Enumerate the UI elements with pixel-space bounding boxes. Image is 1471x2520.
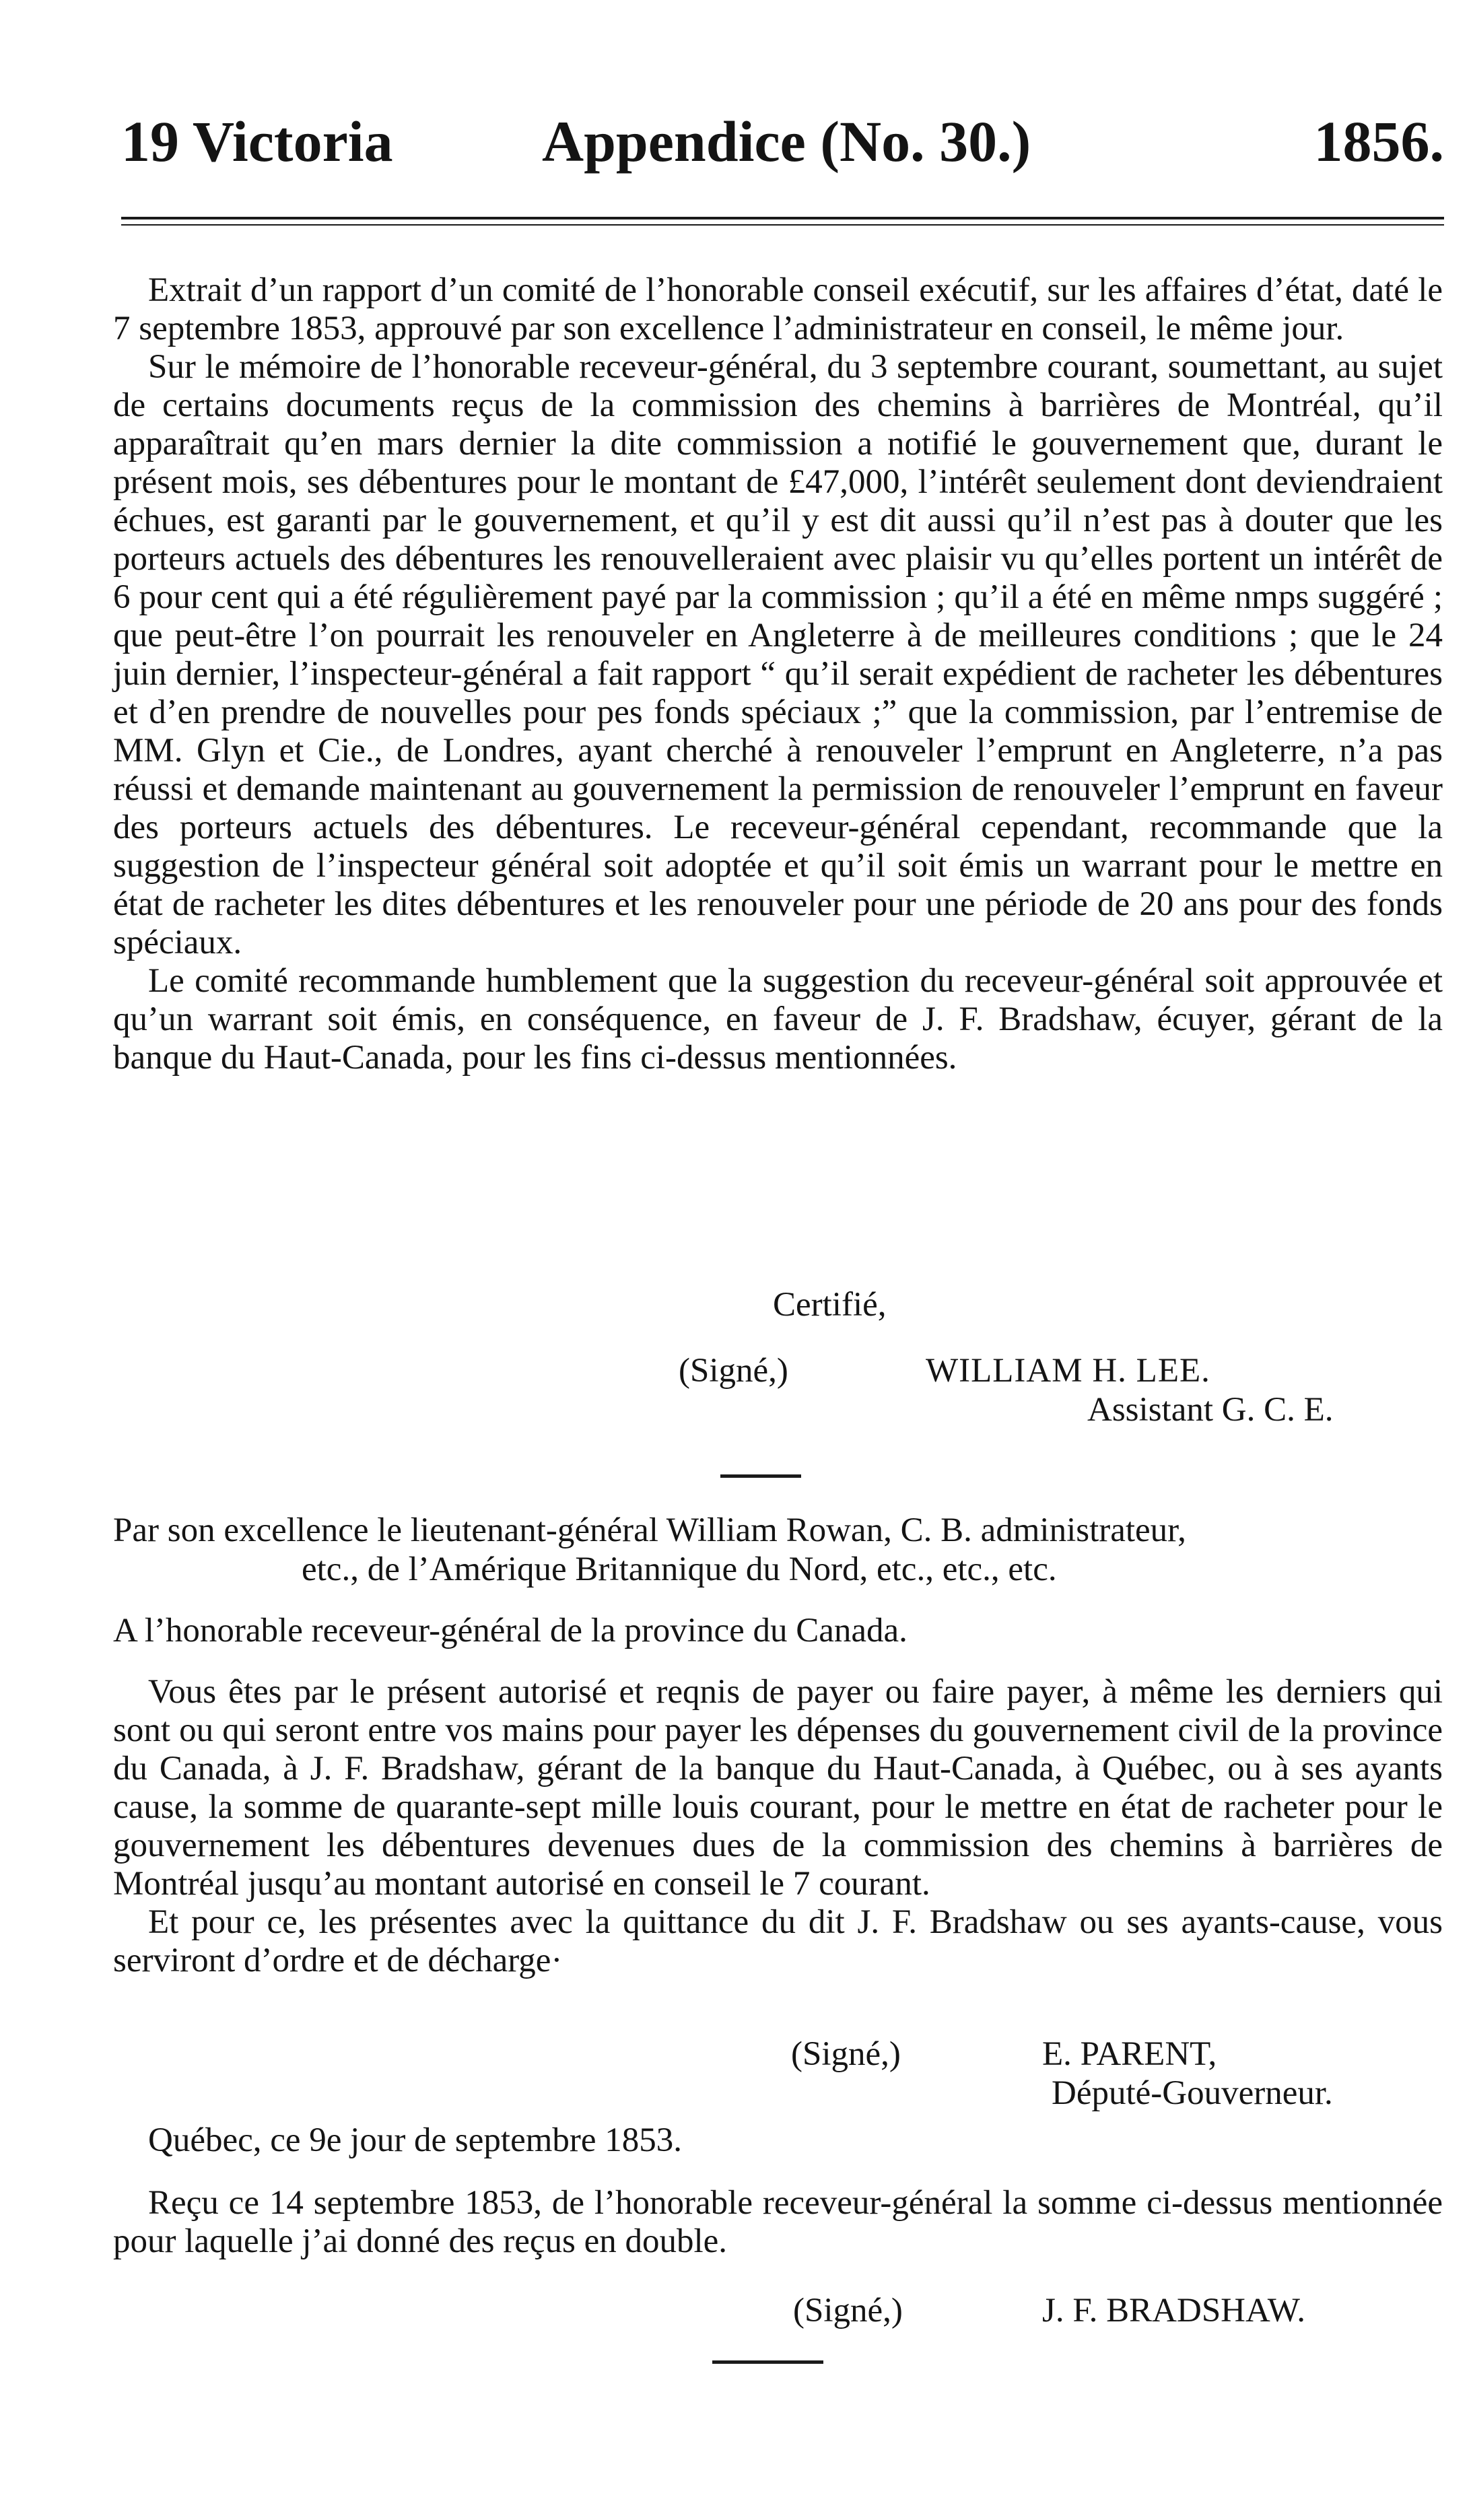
warrant-by-line-1: Par son excellence le lieutenant-général William Rowan, C. B. administrateur, bbox=[113, 1511, 1186, 1549]
report-memoire-paragraph: Sur le mémoire de l’honorable receveur-général, du 3 septembre courant, soumettant, au sujet de certains documents reçus de la commission des chemins à barrières de Montréal, qu’il apparaîtrait qu’en mars dernier la dite commission a notifié le gouvernement que, durant le présent mois, ses débentures pour le montant de £47,000, l’intérêt seulement dont deviendraient échues, est garanti par le gouvernement, et qu’il y est dit aussi qu’il n’est pas à douter que les porteurs actuels des débentures les renouvelleraient avec plaisir vu qu’elles portent un intérêt de 6 pour cent qui a été régulièrement payé par la commission ; qu’il a été en même nmps suggéré ; que peut-être l’on pourrait les renouveler en Angleterre à de meilleures conditions ; que le 24 juin dernier, l’inspecteur-général a fait rapport “ qu’il serait expédient de racheter les débentures et d’en prendre de nouvelles pour pes fonds spéciaux ;” que la commission, par l’entremise de MM. Glyn et Cie., de Londres, ayant cherché à renouveler l’emprunt en Angleterre, n’a pas réussi et demande maintenant au gouvernement la permission de renouveler l’emprunt en faveur des porteurs actuels des débentures. Le receveur-général cependant, recommande que la suggestion de l’inspecteur général soit adoptée et qu’il soit émis un warrant pour le mettre en état de racheter les dites débentures et les renouveler pour une période de 20 ans pour des fonds spéciaux. bbox=[113, 348, 1443, 961]
certified-label: Certifié, bbox=[773, 1286, 887, 1324]
header-rule-thick bbox=[121, 217, 1444, 219]
warrant-signer-name: E. PARENT, bbox=[1042, 2035, 1217, 2073]
report-signer-name: WILLIAM H. LEE. bbox=[926, 1352, 1210, 1390]
header-year: 1856. bbox=[1313, 109, 1444, 174]
warrant-body bbox=[113, 1673, 1443, 1980]
warrant-signed-label: (Signé,) bbox=[791, 2035, 901, 2073]
receipt-body bbox=[113, 2184, 1443, 2261]
page-header bbox=[121, 101, 1444, 182]
warrant-signer-title: Député-Gouverneur. bbox=[1052, 2074, 1333, 2112]
report-signer-title: Assistant G. C. E. bbox=[1087, 1391, 1334, 1429]
header-appendix-title: Appendice (No. 30.) bbox=[542, 109, 1031, 174]
header-rule-thin bbox=[121, 224, 1444, 226]
report-intro-paragraph: Extrait d’un rapport d’un comité de l’honorable conseil exécutif, sur les affaires d’état, daté le 7 septembre 1853, approuvé par son excellence l’administrateur en conseil, le même jour. bbox=[113, 271, 1443, 347]
header-regnal-year: 19 Victoria bbox=[121, 109, 393, 174]
closing-separator bbox=[712, 2360, 823, 2364]
receipt-signed-label: (Signé,) bbox=[793, 2292, 903, 2329]
receipt-signer-name: J. F. BRADSHAW. bbox=[1042, 2292, 1305, 2329]
warrant-addressee: A l’honorable receveur-général de la province du Canada. bbox=[113, 1612, 908, 1649]
section-separator bbox=[720, 1474, 801, 1478]
report-recommendation-paragraph: Le comité recommande humblement que la suggestion du receveur-général soit approuvée et qu’un warrant soit émis, en conséquence, en faveur de J. F. Bradshaw, écuyer, gérant de la banque du Haut-Canada, pour les fins ci-dessus mentionnées. bbox=[113, 962, 1443, 1077]
warrant-order-paragraph: Vous êtes par le présent autorisé et reqnis de payer ou faire payer, à même les derniers qui sont ou qui seront entre vos mains pour payer les dépenses du gouvernement civil de la province du Canada, à J. F. Bradshaw, gérant de la banque du Haut-Canada, à Québec, ou à ses ayants cause, la somme de quarante-sept mille louis courant, pour le mettre en état de racheter pour le gouvernement les débentures devenues dues de la commission des chemins à barrières de Montréal jusqu’au montant autorisé en conseil le 7 courant. bbox=[113, 1673, 1443, 1903]
warrant-by-line-2: etc., de l’Amérique Britannique du Nord, etc., etc., etc. bbox=[302, 1551, 1057, 1588]
report-signed-label: (Signé,) bbox=[679, 1352, 788, 1390]
warrant-discharge-paragraph: Et pour ce, les présentes avec la quittance du dit J. F. Bradshaw ou ses ayants-cause, vous serviront d’ordre et de décharge· bbox=[113, 1903, 1443, 1979]
report-extract bbox=[113, 271, 1443, 1077]
warrant-date: Québec, ce 9e jour de septembre 1853. bbox=[148, 2121, 683, 2159]
receipt-paragraph: Reçu ce 14 septembre 1853, de l’honorable receveur-général la somme ci-dessus mentionnée pour laquelle j’ai donné des reçus en double. bbox=[113, 2184, 1443, 2260]
